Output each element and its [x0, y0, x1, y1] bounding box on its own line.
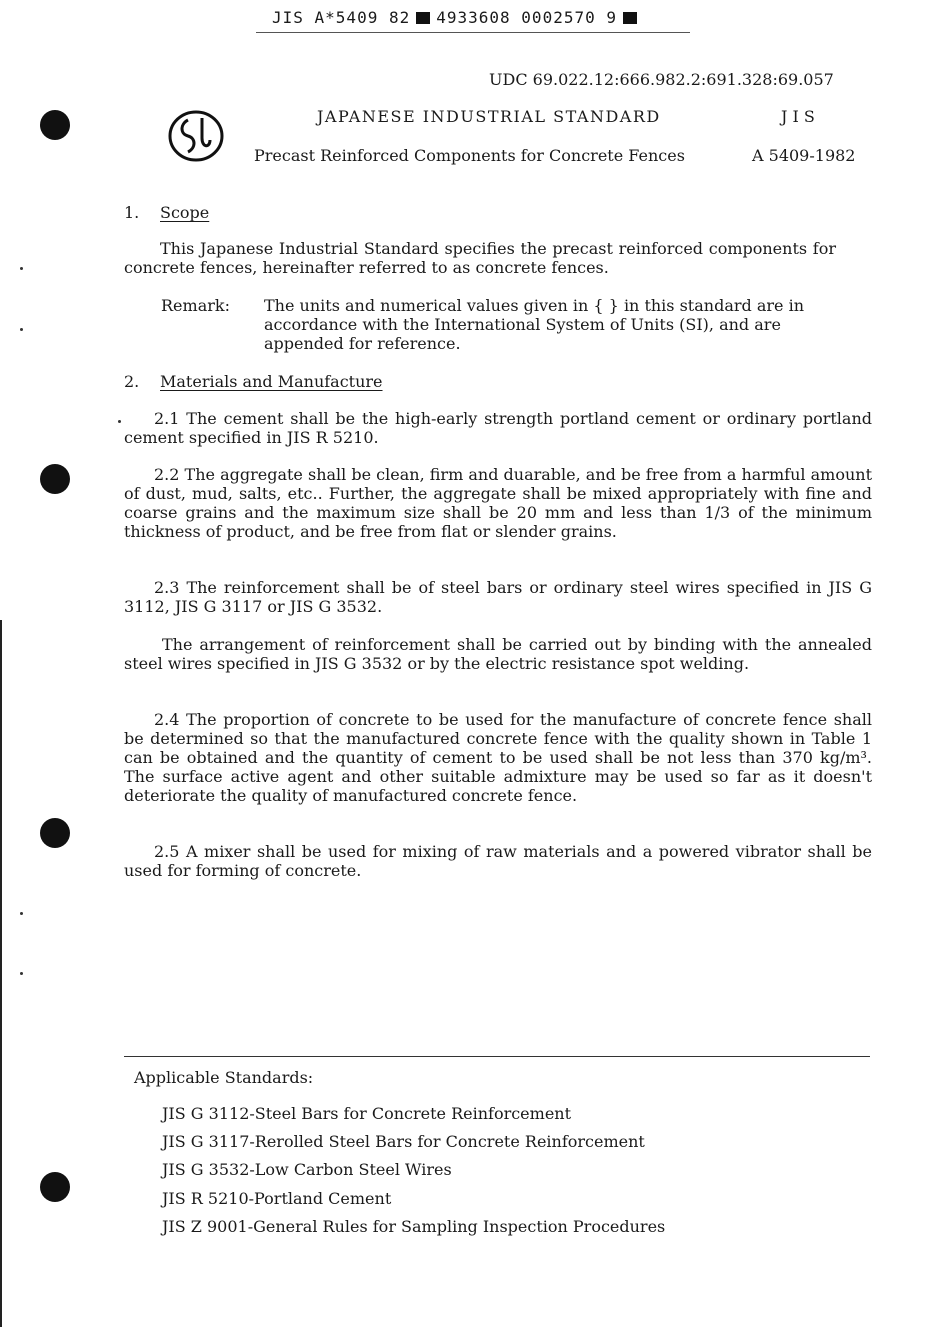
section-heading-materials: Materials and Manufacture [160, 372, 383, 391]
section-number: 1. [124, 203, 140, 222]
applicable-standard-item: JIS G 3532-Low Carbon Steel Wires [162, 1160, 452, 1179]
remark-label: Remark: [161, 296, 230, 315]
scan-speck [20, 912, 23, 915]
clause-2-2: 2.2 The aggregate shall be clean, firm and duarable, and be free from a harmful amount of dust, mud, salts, etc.. Further, the aggregate shall be mixed appropriately with fine and coarse grains and the maximum size shall be 20 mm and less than 1/3 of the minimum thickness of product, and be free from flat or slender grains. [124, 465, 872, 541]
section-number: 2. [124, 372, 140, 391]
stamp-block [623, 12, 637, 24]
remark-text: The units and numerical values given in { } in this standard are in accordance with the International System of Units (SI), and are appended for reference. [264, 296, 804, 353]
applicable-standard-item: JIS G 3112-Steel Bars for Concrete Reinforcement [162, 1104, 572, 1123]
punch-hole [40, 818, 70, 848]
standard-org: JAPANESE INDUSTRIAL STANDARD [317, 107, 661, 126]
standard-title: Precast Reinforced Components for Concrete Fences [254, 146, 685, 165]
jis-mark: J I S [781, 107, 815, 126]
clause-2-1: 2.1 The cement shall be the high-early strength portland cement or ordinary portland cement specified in JIS R 5210. [124, 409, 872, 447]
punch-hole [40, 110, 70, 140]
applicable-standard-item: JIS Z 9001-General Rules for Sampling Inspection Procedures [162, 1217, 666, 1236]
stamp-underline [256, 32, 690, 33]
jis-logo-icon [166, 108, 226, 164]
punch-hole [40, 1172, 70, 1202]
clause-2-4: 2.4 The proportion of concrete to be used for the manufacture of concrete fence shall be determined so that the manufactured concrete fence with the quality shown in Table 1 can be obtained and the quantity of cement to be used shall be not less than 370 kg/m³. The surface active agent and other suitable admixture may be used so far as it doesn't deteriorate the quality of manufactured concrete fence. [124, 710, 872, 805]
stamp-code: JIS A*5409 82 [272, 8, 411, 27]
scan-speck [118, 420, 121, 423]
stamp-block [416, 12, 430, 24]
applicable-standard-item: JIS G 3117-Rerolled Steel Bars for Concrete Reinforcement [162, 1132, 645, 1151]
section-heading-scope: Scope [160, 203, 210, 222]
footnote-divider [124, 1056, 870, 1057]
clause-2-5: 2.5 A mixer shall be used for mixing of raw materials and a powered vibrator shall be used for forming of concrete. [124, 842, 872, 880]
scope-paragraph: This Japanese Industrial Standard specifies the precast reinforced components for concrete fences, hereinafter referred to as concrete fences. [124, 239, 836, 277]
scan-speck [20, 328, 23, 331]
clause-2-3-reinforcement: The arrangement of reinforcement shall be carried out by binding with the annealed steel wires specified in JIS G 3532 or by the electric resistance spot welding. [124, 635, 872, 673]
stamp-serial: 4933608 0002570 9 [436, 8, 617, 27]
applicable-standard-item: JIS R 5210-Portland Cement [162, 1189, 392, 1208]
udc-number: UDC 69.022.12:666.982.2:691.328:69.057 [489, 70, 834, 89]
scan-speck [20, 267, 23, 270]
clause-2-3: 2.3 The reinforcement shall be of steel bars or ordinary steel wires specified in JIS G 3112, JIS G 3117 or JIS G 3532. [124, 578, 872, 616]
applicable-standards-heading: Applicable Standards: [134, 1068, 314, 1087]
punch-hole [40, 464, 70, 494]
scan-edge [0, 620, 2, 1327]
standard-number: A 5409-1982 [752, 146, 856, 165]
document-stamp [272, 8, 643, 27]
scan-speck [20, 972, 23, 975]
